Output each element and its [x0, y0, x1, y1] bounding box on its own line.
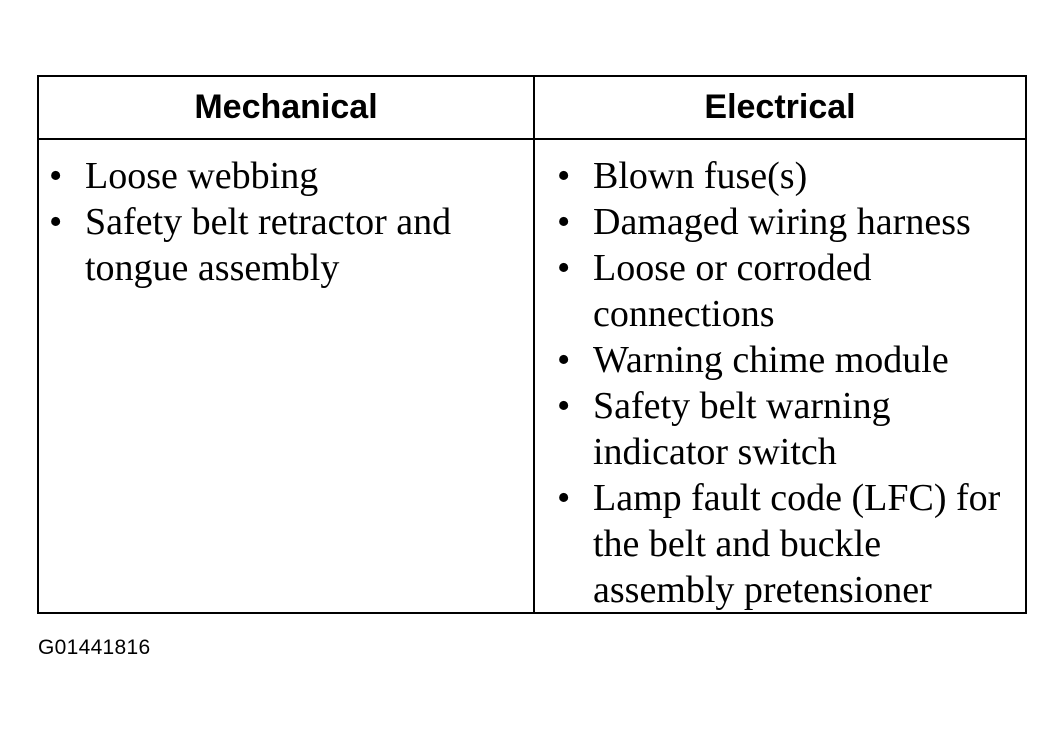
column-divider [533, 77, 535, 612]
electrical-list [555, 153, 1027, 613]
bullet-icon: • [557, 201, 571, 243]
mechanical-list [47, 153, 517, 291]
list-item-text: Lamp fault code (LFC) for the belt and buckle assembly pretensioner [593, 477, 1001, 611]
list-item [555, 153, 1027, 199]
bullet-icon: • [557, 247, 571, 289]
bullet-icon: • [49, 155, 63, 197]
list-item [555, 245, 1027, 337]
list-item-text: Damaged wiring harness [593, 201, 971, 243]
mechanical-header: Mechanical [194, 88, 378, 126]
list-item-text: Safety belt warning indicator switch [593, 385, 891, 473]
list-item-text: Warning chime module [593, 339, 949, 381]
bullet-icon: • [557, 339, 571, 381]
list-item-text: Loose webbing [85, 155, 319, 197]
figure-id: G01441816 [38, 636, 151, 659]
header-divider [39, 138, 1025, 140]
bullet-icon: • [557, 155, 571, 197]
list-item-text: Safety belt retractor and tongue assembly [85, 201, 452, 289]
list-item [555, 337, 1027, 383]
list-item [47, 153, 517, 199]
list-item-text: Blown fuse(s) [593, 155, 808, 197]
bullet-icon: • [557, 385, 571, 427]
list-item [555, 475, 1027, 613]
diagnosis-table [37, 75, 1027, 614]
list-item [47, 199, 517, 291]
list-item-text: Loose or corroded connections [593, 247, 872, 335]
list-item [555, 383, 1027, 475]
electrical-header: Electrical [704, 88, 856, 126]
list-item [555, 199, 1027, 245]
bullet-icon: • [557, 477, 571, 519]
bullet-icon: • [49, 201, 63, 243]
